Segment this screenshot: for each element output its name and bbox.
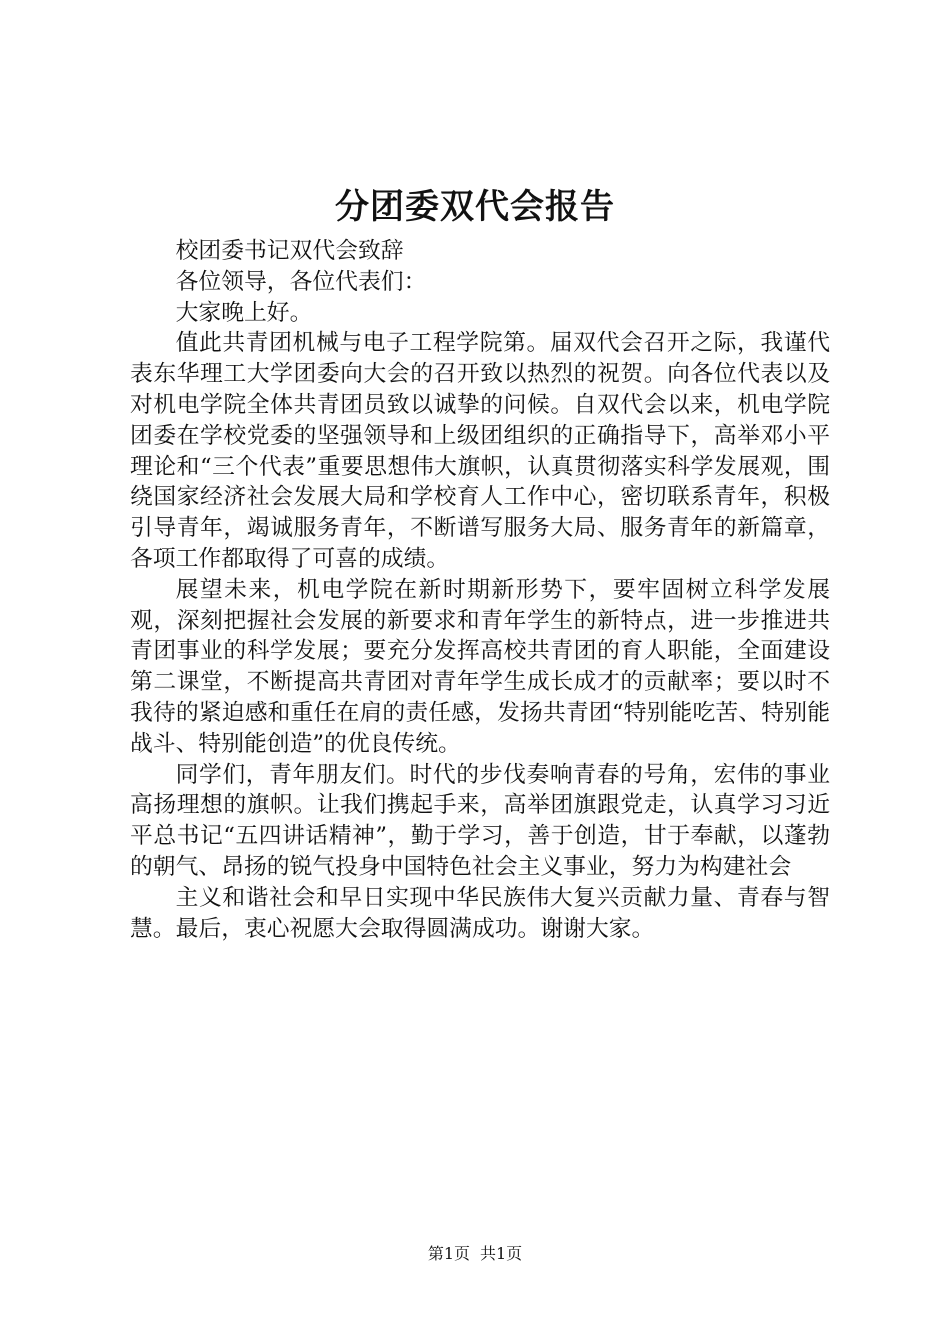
paragraph-greeting: 大家晚上好。: [175, 299, 313, 326]
document-title: 分团委双代会报告: [335, 187, 615, 227]
paragraph-call-to-youth: 同学们，青年朋友们。时代的步伐奏响青春的号角，宏伟的事业高扬理想的旗帜。让我们携起手来，高举团旗跟党走，认真学习习近平总书记“五四讲话精神”，勤于学习，善于创造，甘于奉献，以蓬勃的朝气、昂扬的锐气投身中国特色社会主义事业，努力为构建社会: [130, 761, 830, 880]
paragraph-salutation: 各位领导，各位代表们：: [175, 268, 427, 295]
paragraph-closing: 主义和谐社会和早日实现中华民族伟大复兴贡献力量、青春与智慧。最后，衷心祝愿大会取得圆满成功。谢谢大家。: [130, 884, 830, 942]
page-number: 第1页: [427, 1244, 470, 1263]
paragraph-speech-heading: 校团委书记双代会致辞: [175, 238, 404, 264]
page-footer: [0, 1243, 950, 1265]
page-total: 共1页: [480, 1244, 523, 1263]
paragraph-outlook: 展望未来，机电学院在新时期新形势下，要牢固树立科学发展观，深刻把握社会发展的新要求和青年学生的新特点，进一步推进共青团事业的科学发展；要充分发挥高校共青团的育人职能，全面建设第二课堂，不断提高共青团对青年学生成长成才的贡献率；要以时不我待的紧迫感和重任在肩的责任感，发扬共青团“特别能吃苦、特别能战斗、特别能创造”的优良传统。: [130, 576, 830, 757]
document-body: [130, 236, 830, 944]
paragraph-congratulation: 值此共青团机械与电子工程学院第。届双代会召开之际，我谨代表东华理工大学团委向大会的召开致以热烈的祝贺。向各位代表以及对机电学院全体共青团员致以诚挚的问候。自双代会以来，机电学院团委在学校党委的坚强领导和上级团组织的正确指导下，高举邓小平理论和“三个代表”重要思想伟大旗帜，认真贯彻落实科学发展观，围绕国家经济社会发展大局和学校育人工作中心，密切联系青年，积极引导青年，竭诚服务青年，不断谱写服务大局、服务青年的新篇章，各项工作都取得了可喜的成绩。: [130, 330, 830, 572]
